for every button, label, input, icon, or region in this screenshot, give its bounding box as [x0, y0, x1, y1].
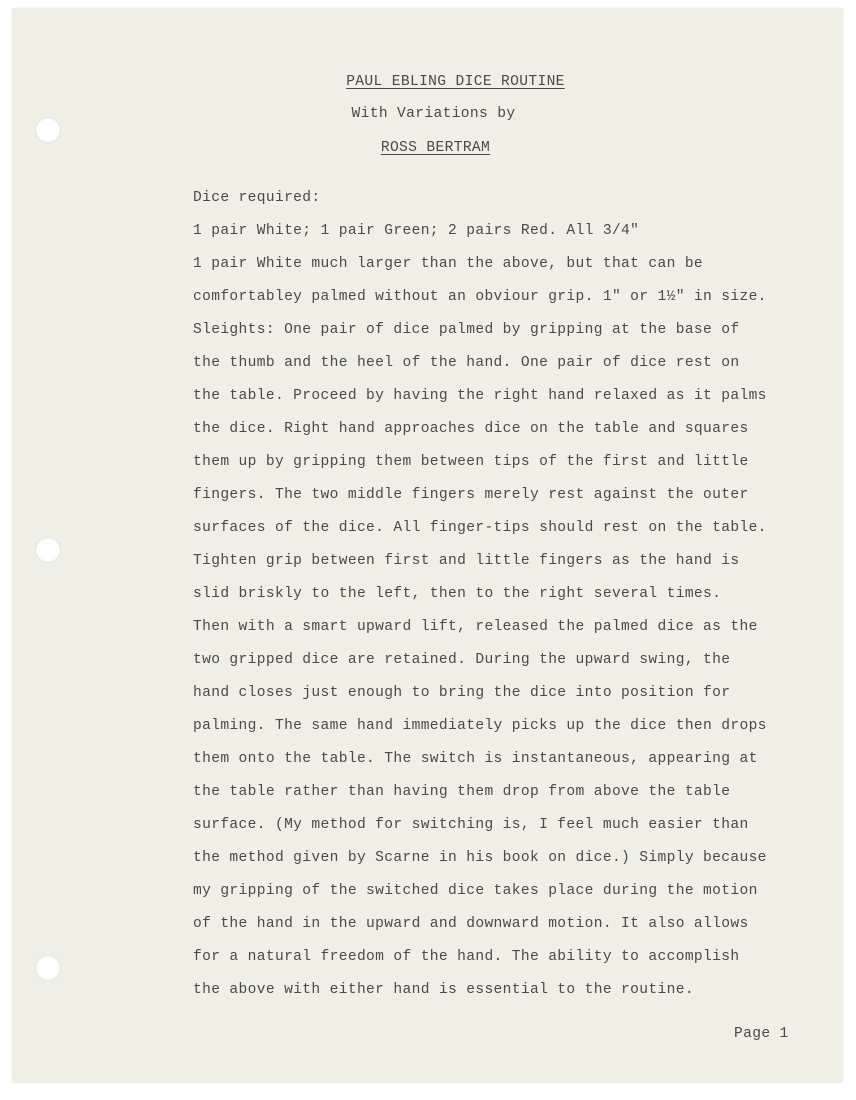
document-title: PAUL EBLING DICE ROUTINE — [346, 74, 565, 90]
typewritten-page — [12, 8, 843, 1083]
page-number: Page 1 — [734, 1026, 789, 1042]
body-line: the method given by Scarne in his book on dice.) Simply because — [193, 850, 767, 866]
punch-hole — [35, 955, 61, 981]
body-line: palming. The same hand immediately picks up the dice then drops — [193, 718, 767, 734]
body-line: surface. (My method for switching is, I feel much easier than — [193, 817, 749, 833]
body-line: Sleights: One pair of dice palmed by gripping at the base of — [193, 322, 740, 338]
body-line: 1 pair White; 1 pair Green; 2 pairs Red. All 3/4" — [193, 223, 640, 239]
body-line: hand closes just enough to bring the dice into position for — [193, 685, 731, 701]
body-line: Tighten grip between first and little fingers as the hand is — [193, 553, 740, 569]
document-subtitle: With Variations by — [351, 106, 516, 122]
body-line: the table rather than having them drop from above the table — [193, 784, 731, 800]
body-line: the table. Proceed by having the right hand relaxed as it palms — [193, 388, 767, 404]
body-line: surfaces of the dice. All finger-tips should rest on the table. — [193, 520, 767, 536]
body-line: Then with a smart upward lift, released the palmed dice as the — [193, 619, 758, 635]
document-author: ROSS BERTRAM — [380, 140, 491, 156]
body-line: comfortabley palmed without an obviour grip. 1" or 1½" in size. — [193, 289, 767, 305]
body-line: fingers. The two middle fingers merely rest against the outer — [193, 487, 749, 503]
body-line: the above with either hand is essential to the routine. — [193, 982, 694, 998]
body-line: for a natural freedom of the hand. The ability to accomplish — [193, 949, 740, 965]
body-line: them onto the table. The switch is instantaneous, appearing at — [193, 751, 758, 767]
body-line: two gripped dice are retained. During the upward swing, the — [193, 652, 731, 668]
body-line: my gripping of the switched dice takes place during the motion — [193, 883, 758, 899]
body-line: 1 pair White much larger than the above, but that can be — [193, 256, 704, 272]
body-line: slid briskly to the left, then to the right several times. — [193, 586, 722, 602]
body-line: the dice. Right hand approaches dice on the table and squares — [193, 421, 749, 437]
body-line: Dice required: — [193, 190, 321, 206]
body-line: them up by gripping them between tips of the first and little — [193, 454, 749, 470]
body-line: of the hand in the upward and downward motion. It also allows — [193, 916, 749, 932]
body-line: the thumb and the heel of the hand. One pair of dice rest on — [193, 355, 740, 371]
punch-hole — [35, 537, 61, 563]
